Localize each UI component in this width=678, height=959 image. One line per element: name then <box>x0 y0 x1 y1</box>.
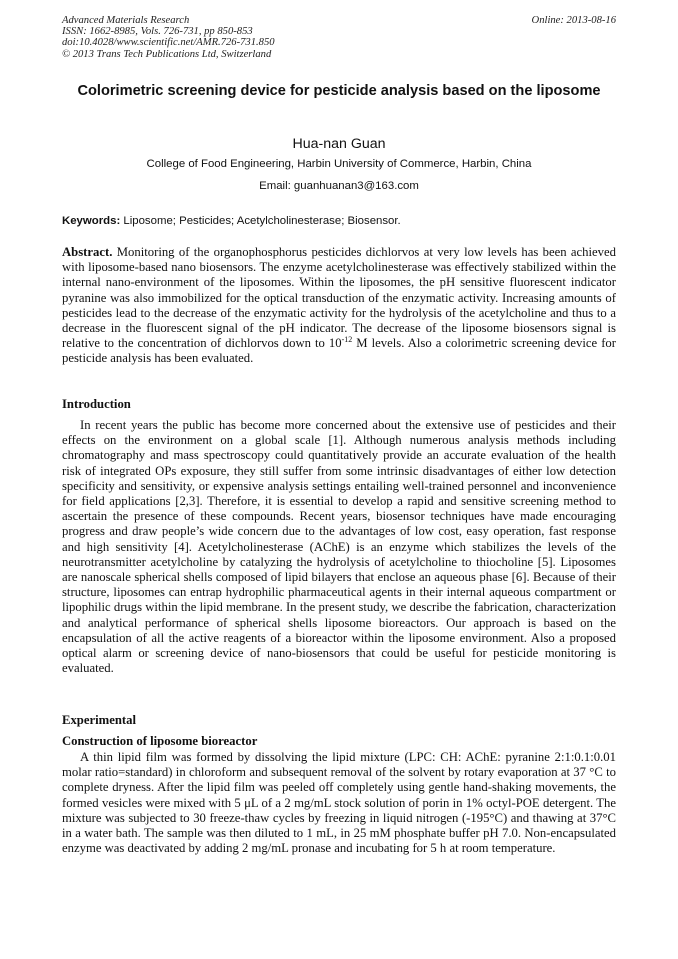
abstract-base: 10 <box>328 336 342 351</box>
abstract-text-2: M levels. Also a colorimetric screening device for pesticide analysis has been evaluated. <box>62 336 616 366</box>
abstract <box>62 245 616 367</box>
keywords-label: Keywords: <box>62 215 121 227</box>
author-email: Email: guanhuanan3@163.com <box>259 180 419 192</box>
experimental-heading: Experimental <box>62 713 137 727</box>
keywords-text: Liposome; Pesticides; Acetylcholinesterase; Biosensor. <box>120 215 401 227</box>
affiliation: College of Food Engineering, Harbin University of Commerce, Harbin, China <box>146 158 532 170</box>
abstract-text-1: Monitoring of the organophosphorus pesticides dichlorvos at very low levels has been achieved with liposome-based nano biosensors. The enzyme acetylcholinesterase was effectively stabilized within the internal nano-environment of the liposomes. Within the liposomes, the pH sensitive fluorescent indicator pyranine was also immobilized for the optical transduction of the enzymatic activity. Increasing amounts of pesticides lead to the decrease of the enzymatic activity for the hydrolysis of the acetylcholine and thus to a decrease in the fluorescent signal of the pH indicator. The decrease of the liposome biosensors signal is relative to the concentration of dichlorvos down to <box>62 245 616 351</box>
construction-text: A thin lipid film was formed by dissolving the lipid mixture (LPC: CH: AChE: pyranine 2:1:0.1:0.01 molar ratio=standard) in chloroform and subsequent removal of the solvent by rotary evaporation at 37 °C to complete dryness. After the lipid film was peeled off completely using gentle hand-shaking movements, the formed vesicles were mixed with 5 μL of a 2 mg/mL stock solution of porin in 1% octyl-POE detergent. The mixture was subjected to 30 freeze-thaw cycles by freezing in liquid nitrogen (-195°C) and thawing at 37°C in a water bath. The sample was then diluted to 1 mL, in 25 mM phosphate buffer pH 7.0. Non-encapsulated enzyme was deactivated by adding 2 mg/mL pronase and incubating for 5 h at room temperature. <box>62 750 616 856</box>
introduction-text: In recent years the public has become more concerned about the extensive use of pesticides and their effects on the environment on a global scale [1]. Although numerous analysis methods including chromatography and mass spectroscopy could quantitatively provide an accurate evaluation of the health risk of integrated OPs exposure, they still suffer from some intrinsic disadvantages of either low detection specificity and sensitivity, or expensive analysis settings entailing well-trained personnel and inconvenience for field applications [2,3]. Therefore, it is essential to develop a rapid and sensitive screening method to ascertain the presence of these compounds. Recent years, biosensor techniques have made encouraging progress and draw people’s wide concern due to the advantages of low cost, easy operation, fast response and high sensitivity [4]. Acetylcholinesterase (AChE) is an enzyme which stabilizes the levels of the neurotransmitter acetylcholine by catalyzing the hydrolysis of acetylcholine to thiocholine [5]. Liposomes are nanoscale spherical shells composed of lipid bilayers that enclose an aqueous phase [6]. Because of their structure, liposomes can entrap hydrophilic pharmaceutical agents in their internal aqueous compartment or lipophilic drugs within the lipid membrane. In the present study, we describe the fabrication, characterization and analytical performance of spherical shells liposome bioreactors. Our approach is based on the encapsulation of all the active reagents of a bioreactor within the liposome environment. Also a proposed optical alarm or screening device of nano-biosensors that could be useful for pesticide monitoring is evaluated. <box>62 418 616 676</box>
keywords <box>62 215 616 227</box>
journal-header <box>62 15 275 60</box>
copyright-line: © 2013 Trans Tech Publications Ltd, Switzerland <box>62 48 272 60</box>
online-date: Online: 2013-08-16 <box>531 15 616 26</box>
abstract-exponent: -12 <box>341 335 353 345</box>
construction-subheading: Construction of liposome bioreactor <box>62 734 258 748</box>
doi-line: doi:10.4028/www.scientific.net/AMR.726-731.850 <box>62 37 275 49</box>
journal-name: Advanced Materials Research <box>62 15 190 26</box>
author-name: Hua-nan Guan <box>292 136 386 152</box>
abstract-label: Abstract. <box>62 245 113 259</box>
introduction-heading: Introduction <box>62 397 131 411</box>
paper-title: Colorimetric screening device for pesticide analysis based on the liposome <box>77 83 601 99</box>
issn-line: ISSN: 1662-8985, Vols. 726-731, pp 850-853 <box>62 26 253 38</box>
